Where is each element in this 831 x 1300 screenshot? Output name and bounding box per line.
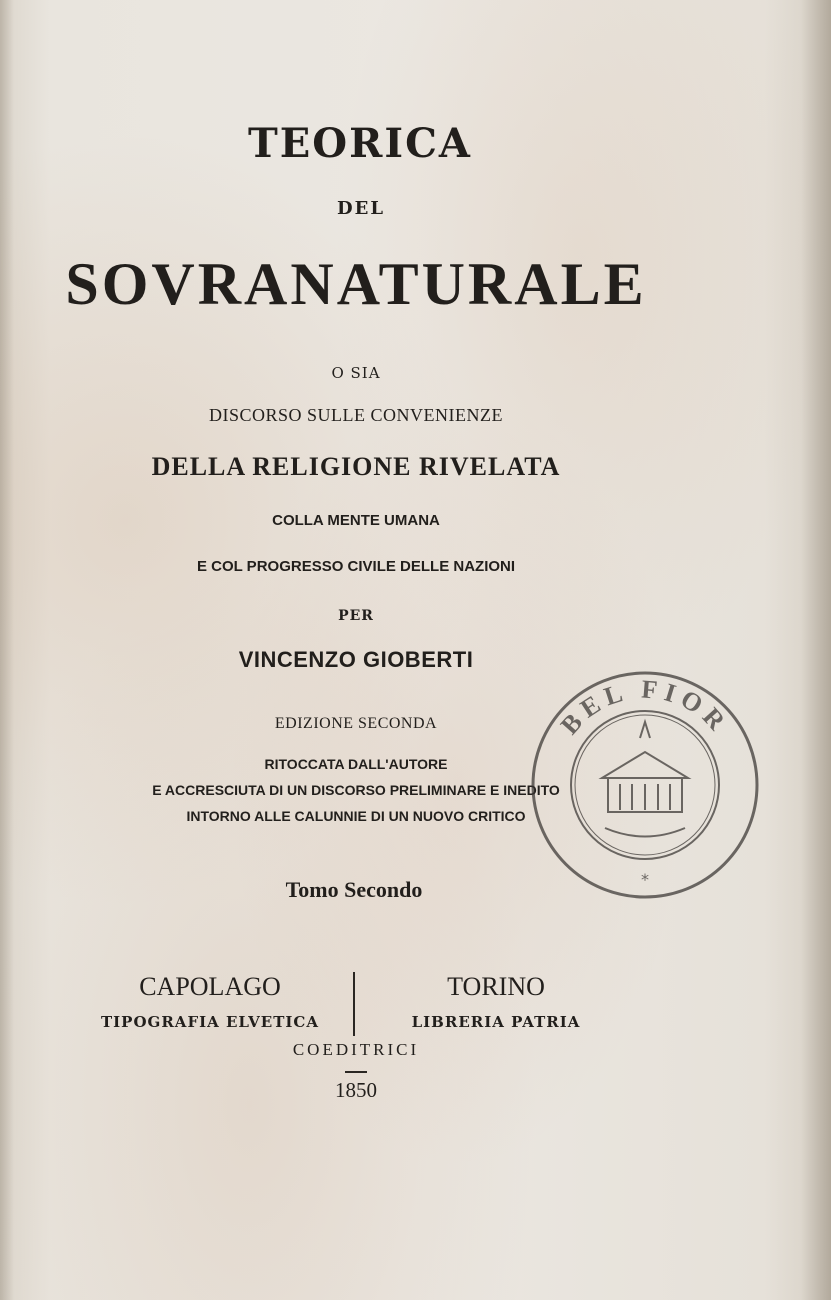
imprint-right-publisher: LIBRERIA PATRIA [411, 1013, 581, 1031]
subtitle-colla-mente: COLLA MENTE UMANA [272, 512, 440, 529]
imprint-left-city: CAPOLAGO [139, 972, 281, 1001]
edition-line-2: E ACCRESCIUTA DI UN DISCORSO PRELIMINARE E INEDITO [152, 782, 560, 798]
title-line-del: DEL [337, 198, 385, 219]
page-right-edge [801, 0, 831, 1300]
svg-text:*: * [641, 870, 649, 889]
author-per: PER [338, 608, 374, 624]
subtitle-e-col-progresso: E COL PROGRESSO CIVILE DELLE NAZIONI [196, 558, 516, 575]
subtitle-della-religione: DELLA RELIGIONE RIVELATA [151, 452, 561, 481]
subtitle-o-sia: O SIA [331, 364, 381, 382]
imprint-year: 1850 [335, 1078, 377, 1102]
imprint-coeditrici: COEDITRICI [292, 1040, 420, 1059]
imprint-right-city: TORINO [447, 972, 545, 1001]
title-line-teorica: TEORICA [248, 120, 472, 167]
library-stamp-icon [520, 660, 770, 910]
title-line-sovranaturale: SOVRANATURALE [65, 251, 647, 317]
volume-label: Tomo Secondo [285, 877, 423, 902]
imprint-divider [353, 972, 355, 1036]
imprint-left-publisher: TIPOGRAFIA ELVETICA [101, 1013, 319, 1031]
year-rule [345, 1071, 367, 1073]
edition-line-3: INTORNO ALLE CALUNNIE DI UN NUOVO CRITICO [186, 808, 526, 824]
svg-text:BEL FIOR [555, 674, 735, 740]
author-name: VINCENZO GIOBERTI [238, 647, 474, 672]
stamp-text: BEL FIOR [554, 674, 735, 740]
edition-label: EDIZIONE SECONDA [274, 715, 438, 732]
edition-line-1: RITOCCATA DALL'AUTORE [264, 756, 448, 772]
subtitle-discorso: DISCORSO SULLE CONVENIENZE [209, 405, 503, 425]
